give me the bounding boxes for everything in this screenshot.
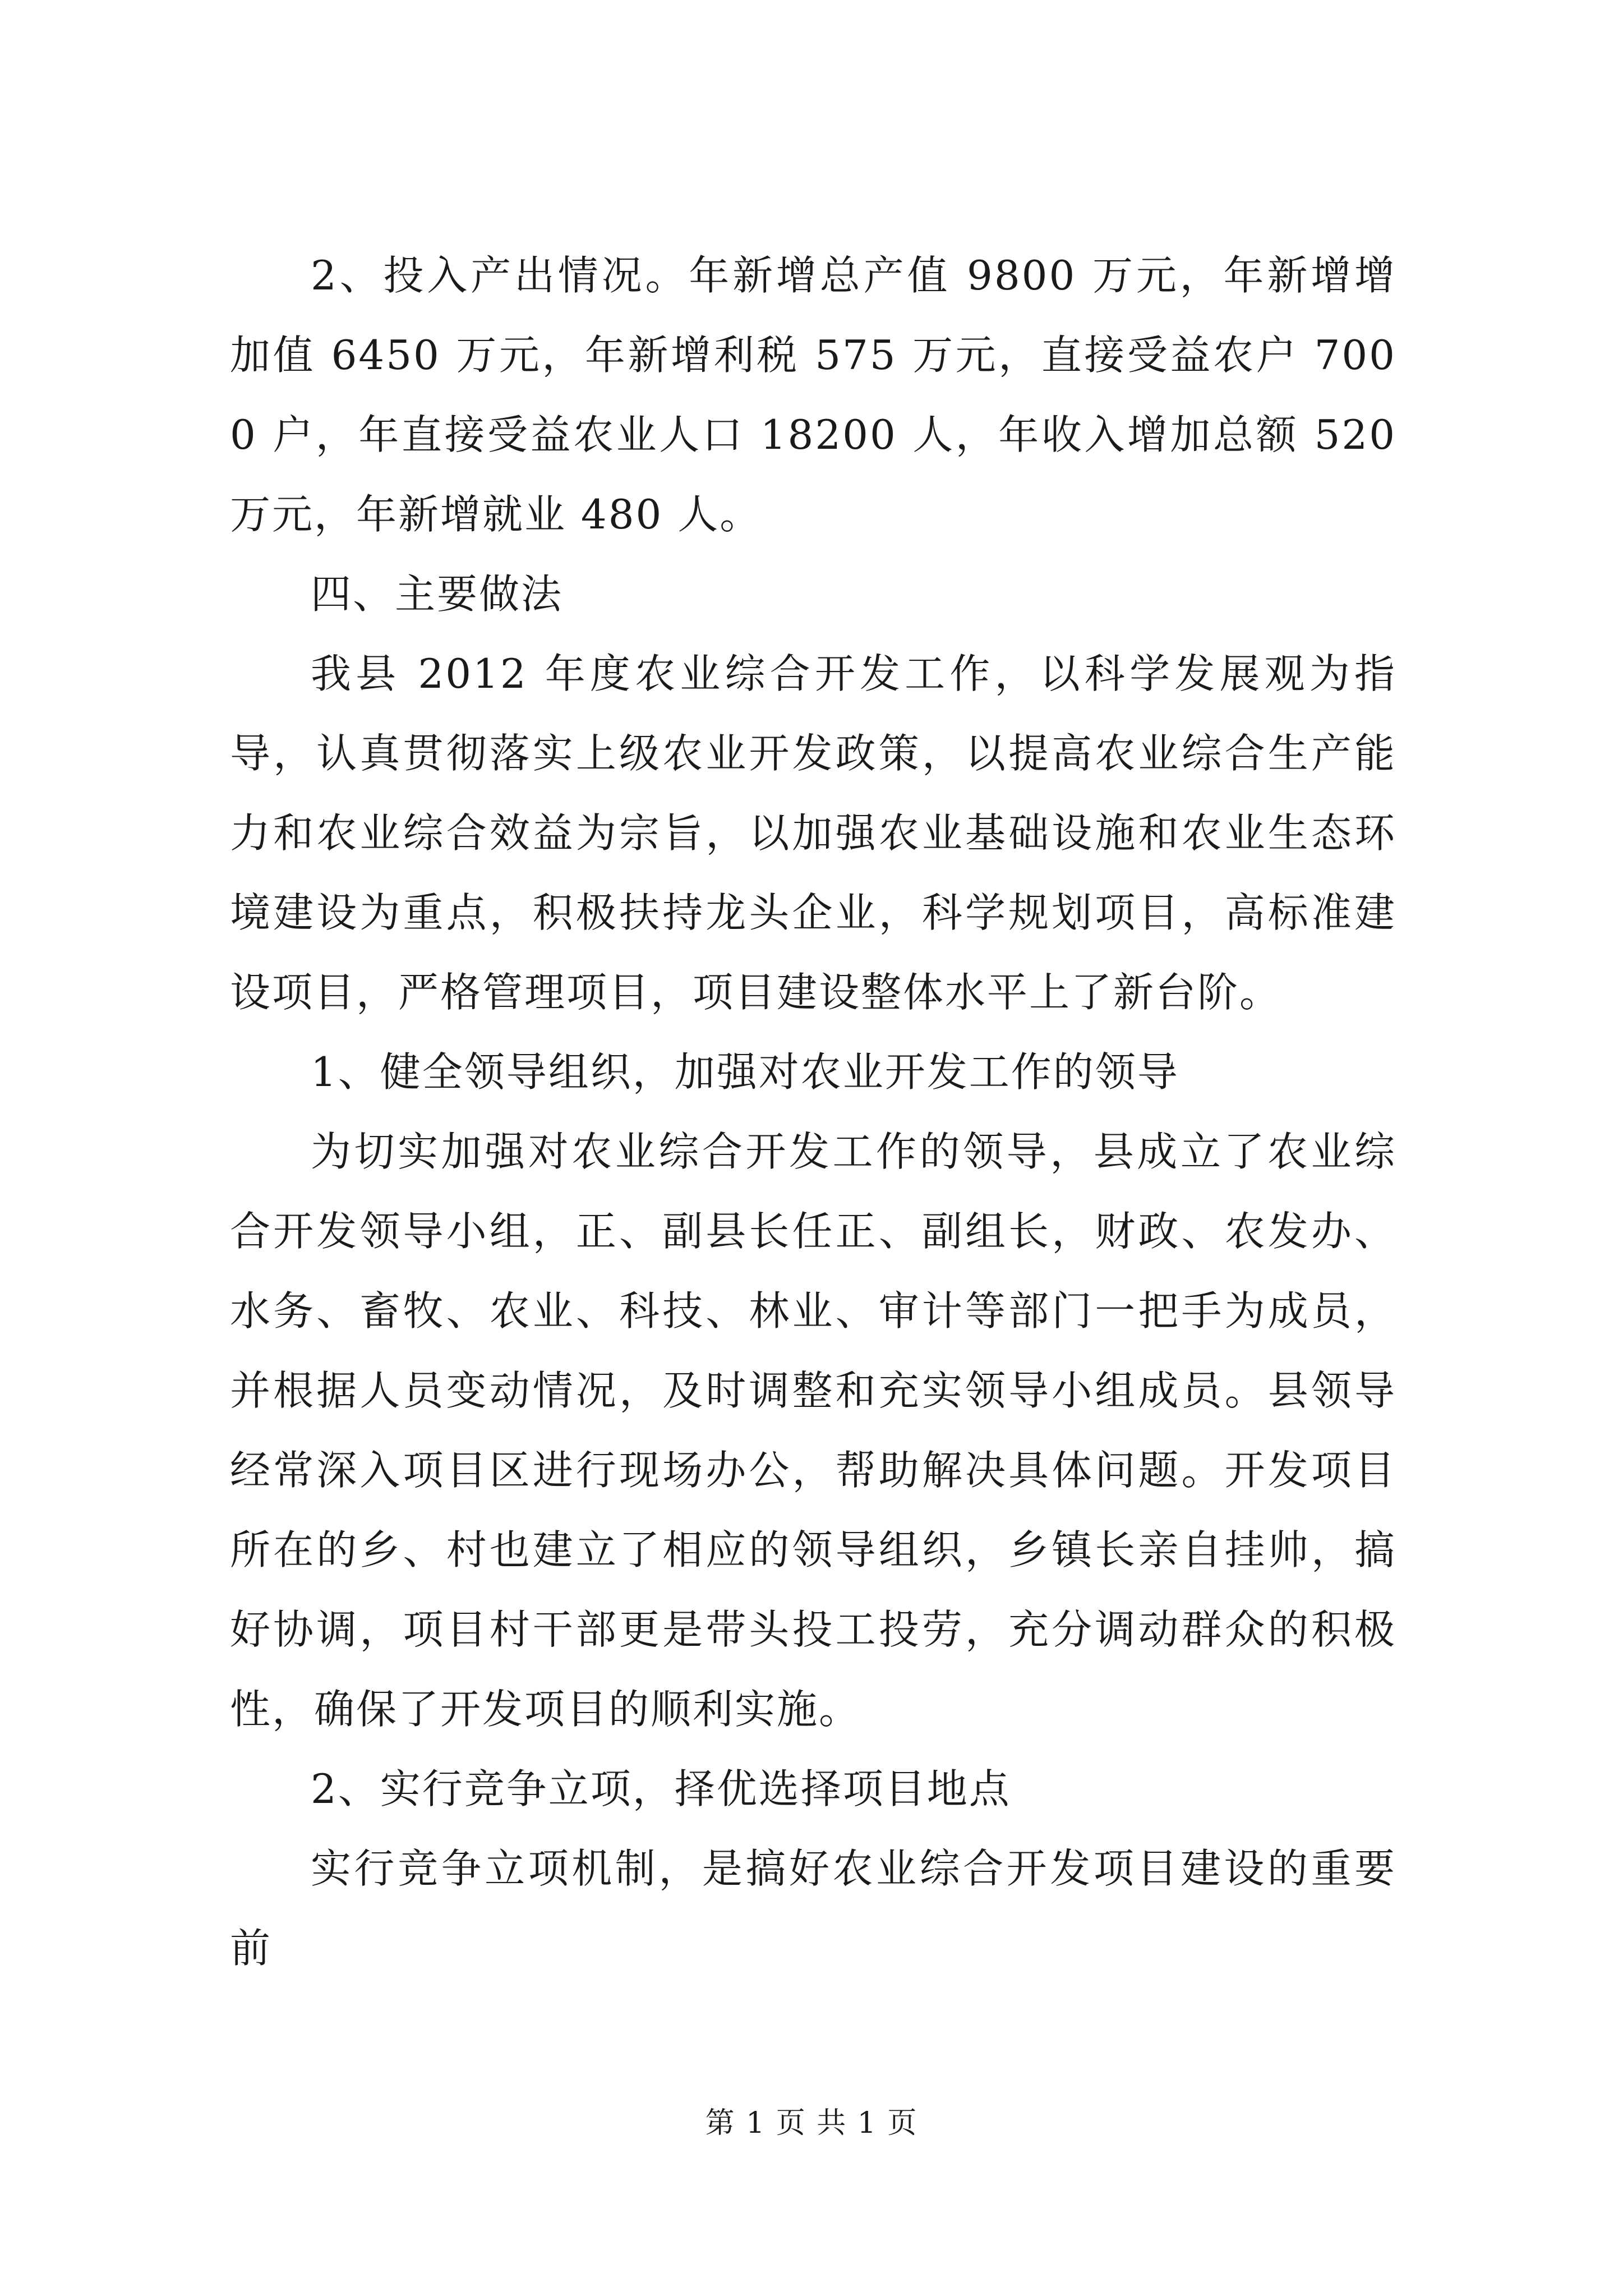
heading-main-methods: 四、主要做法 — [311, 570, 564, 618]
heading-leadership: 1、健全领导组织，加强对农业开发工作的领导 — [311, 1048, 1179, 1096]
paragraph-input-output: 2、投入产出情况。年新增总产值 9800 万元，年新增增加值 6450 万元，年新增利税 575 万元，直接受益农户 7000 户，年直接受益农业人口 18200 人，年收入增加总额 520 万元，年新增就业 480 人。 — [230, 252, 1396, 538]
paragraph-overview: 我县 2012 年度农业综合开发工作，以科学发展观为指导，认真贯彻落实上级农业开发政策，以提高农业综合生产能力和农业综合效益为宗旨，以加强农业基础设施和农业生态环境建设为重点，积极扶持龙头企业，科学规划项目，高标准建设项目，严格管理项目，项目建设整体水平上了新台阶。 — [230, 650, 1396, 1016]
heading-competitive-selection: 2、实行竞争立项，择优选择项目地点 — [311, 1765, 1011, 1812]
paragraph-competitive-selection: 实行竞争立项机制，是搞好农业综合开发项目建设的重要前 — [230, 1845, 1396, 1972]
document-body — [230, 236, 1396, 1988]
page-footer: 第 1 页 共 1 页 — [705, 2106, 918, 2140]
paragraph-leadership: 为切实加强对农业综合开发工作的领导，县成立了农业综合开发领导小组，正、副县长任正、副组长，财政、农发办、水务、畜牧、农业、科技、林业、审计等部门一把手为成员，并根据人员变动情况，及时调整和充实领导小组成员。县领导经常深入项目区进行现场办公，帮助解决具体问题。开发项目所在的乡、村也建立了相应的领导组织，乡镇长亲自挂帅，搞好协调，项目村干部更是带头投工投劳，充分调动群众的积极性，确保了开发项目的顺利实施。 — [230, 1128, 1396, 1733]
